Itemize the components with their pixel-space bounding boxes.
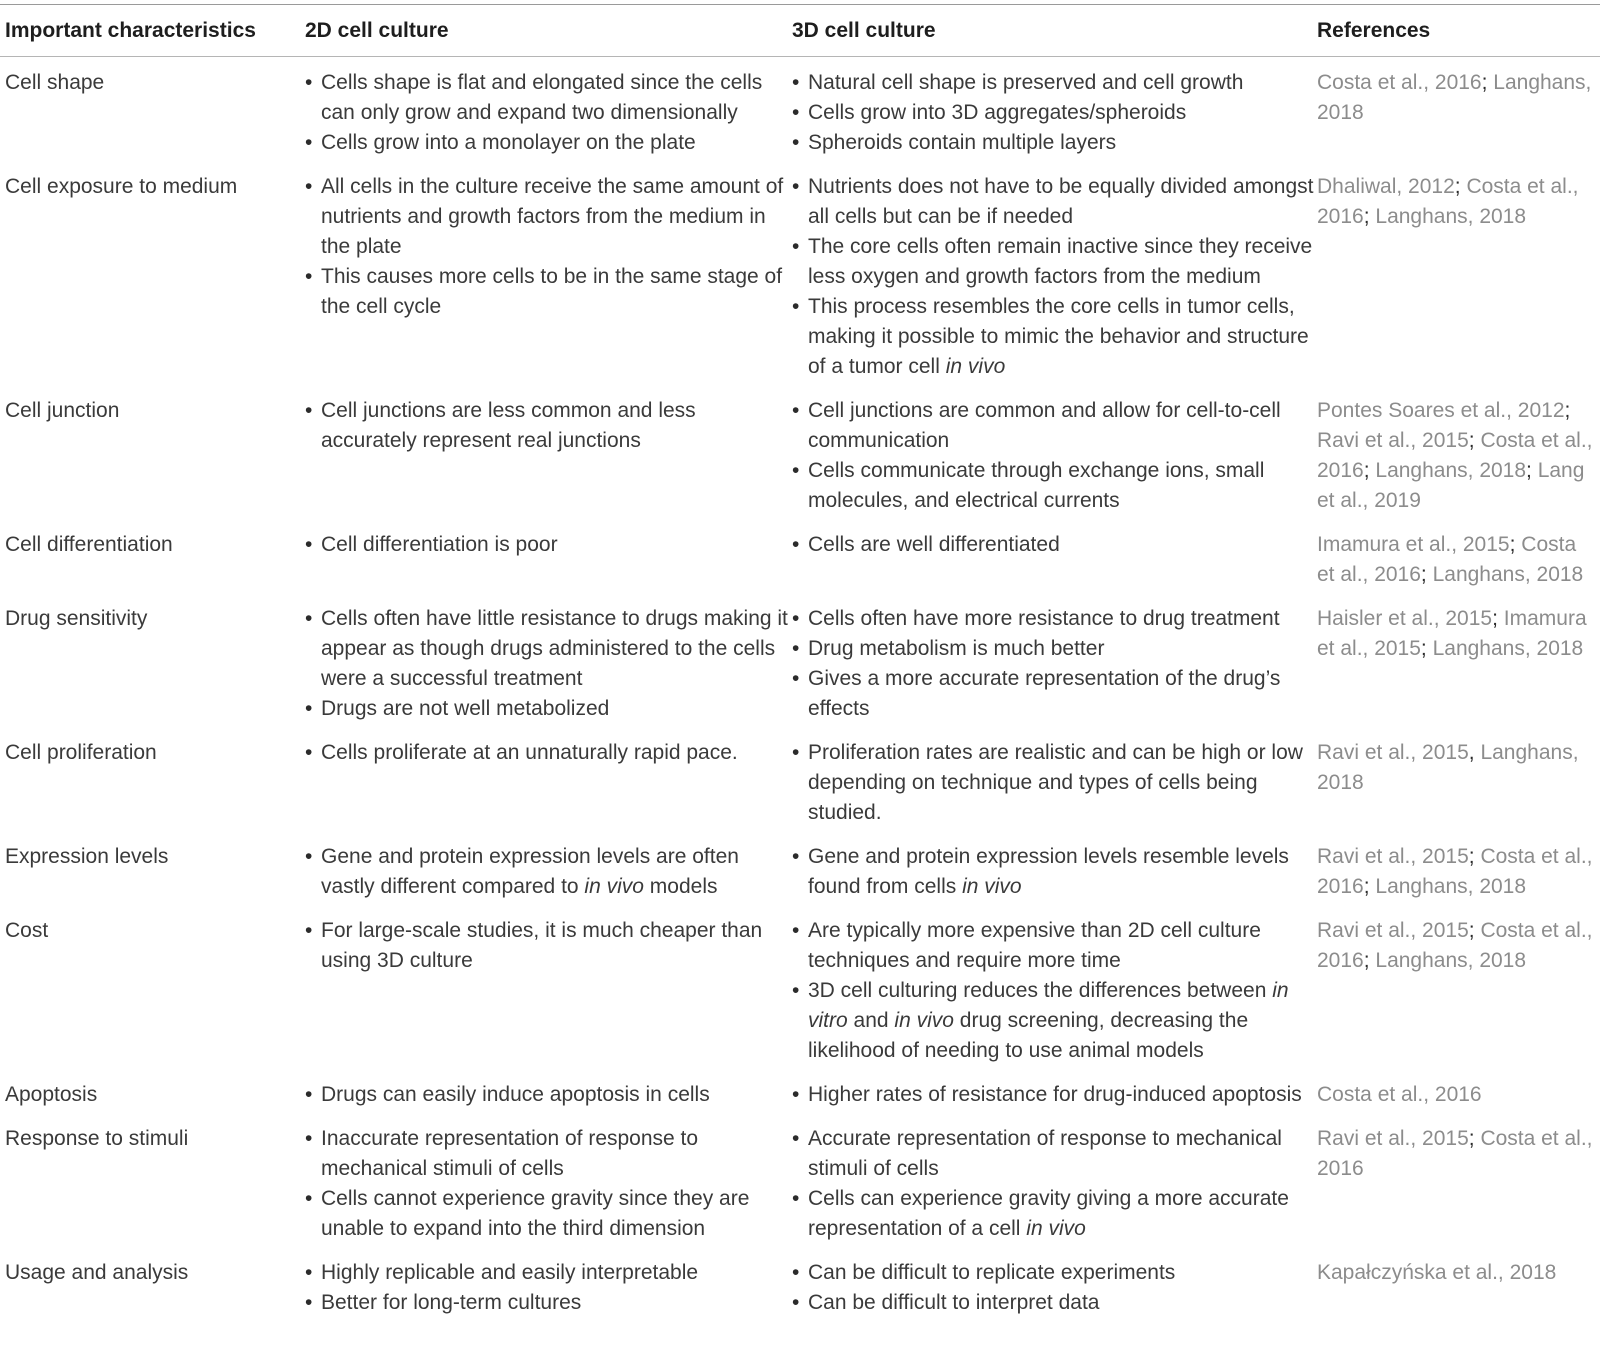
- reference-link: Kapałczyńska et al., 2018: [1317, 1261, 1557, 1284]
- references-cell: [1317, 385, 1600, 519]
- bullet-text: Cell differentiation is poor: [321, 533, 558, 556]
- item-3d-list: [792, 172, 1317, 382]
- italic-term: in vivo: [894, 1009, 954, 1032]
- item-3d-bullet: [792, 664, 1317, 724]
- bullet-text: Gene and protein expression levels are often vastly different compared to: [321, 845, 739, 898]
- reference-link: Costa et al., 2016: [1317, 71, 1482, 94]
- item-3d-bullet: [792, 1184, 1317, 1244]
- reference-link: Ravi et al., 2015: [1317, 1127, 1469, 1150]
- references-cell: [1317, 727, 1600, 831]
- table-row: [0, 519, 1600, 593]
- reference-separator: ;: [1468, 1127, 1481, 1150]
- reference-link: Langhans, 2018: [1432, 563, 1584, 586]
- bullet-text: Cells grow into 3D aggregates/spheroids: [808, 101, 1187, 124]
- item-3d-list: [792, 396, 1317, 516]
- bullet-text: This process resembles the core cells in tumor cells, making it possible to mimic the behavior and structure of a tumor cell: [808, 295, 1309, 378]
- reference-separator: ;: [1363, 949, 1376, 972]
- italic-term: in vivo: [1026, 1217, 1086, 1240]
- item-3d-bullet: [792, 738, 1317, 828]
- item-3d-bullet: [792, 1288, 1317, 1318]
- bullet-text: Drug metabolism is much better: [808, 637, 1105, 660]
- item-3d-list: [792, 842, 1317, 902]
- item-3d-bullet: [792, 1124, 1317, 1184]
- item-3d-bullet: [792, 98, 1317, 128]
- bullet-text: Cell junctions are common and allow for cell-to-cell communication: [808, 399, 1281, 452]
- table-row: [0, 161, 1600, 385]
- cell-3d: [792, 519, 1317, 593]
- item-3d-bullet: [792, 976, 1317, 1066]
- cell-3d: [792, 831, 1317, 905]
- reference-link: Costa et al., 2016: [1317, 845, 1593, 898]
- item-2d-list: [305, 1080, 792, 1110]
- item-2d-bullet: [305, 694, 792, 724]
- table-row: [0, 1069, 1600, 1113]
- reference-link: Ravi et al., 2015: [1317, 741, 1469, 764]
- item-2d-bullet: [305, 262, 792, 322]
- item-2d-bullet: [305, 172, 792, 262]
- bullet-text: drug screening, decreasing the likelihood of needing to use animal models: [808, 1009, 1249, 1062]
- bullet-text: Can be difficult to replicate experiments: [808, 1261, 1176, 1284]
- item-3d-list: [792, 604, 1317, 724]
- bullet-text: For large-scale studies, it is much cheaper than using 3D culture: [321, 919, 763, 972]
- comparison-table: [0, 6, 1600, 1321]
- reference-separator: ;: [1468, 845, 1481, 868]
- characteristic-cell: Cell junction: [5, 399, 120, 422]
- cell-2d: [305, 57, 792, 162]
- bullet-text: Cells grow into a monolayer on the plate: [321, 131, 696, 154]
- reference-separator: ,: [1468, 741, 1481, 764]
- characteristic-cell: Apoptosis: [5, 1083, 98, 1106]
- item-3d-bullet: [792, 128, 1317, 158]
- bullet-text: Proliferation rates are realistic and can be high or low depending on technique and types of cells being studied.: [808, 741, 1303, 824]
- characteristic-cell: Cost: [5, 919, 49, 942]
- reference-link: Costa et al., 2016: [1317, 919, 1593, 972]
- item-2d-bullet: [305, 396, 792, 456]
- reference-link: Ravi et al., 2015: [1317, 429, 1469, 452]
- bullet-text: Better for long-term cultures: [321, 1291, 582, 1314]
- table-row: [0, 57, 1600, 162]
- italic-term: in vivo: [584, 875, 644, 898]
- bullet-text: Are typically more expensive than 2D cell culture techniques and require more time: [808, 919, 1261, 972]
- characteristic-cell: Cell shape: [5, 71, 105, 94]
- reference-link: Langhans, 2018: [1375, 459, 1527, 482]
- table-body: [0, 57, 1600, 1322]
- reference-link: Dhaliwal, 2012: [1317, 175, 1455, 198]
- bullet-text: All cells in the culture receive the same amount of nutrients and growth factors from the medium in the plate: [321, 175, 784, 258]
- bullet-text: Cells proliferate at an unnaturally rapid pace.: [321, 741, 738, 764]
- reference-separator: ;: [1420, 563, 1433, 586]
- cell-3d: [792, 1113, 1317, 1247]
- bullet-text: Cells often have more resistance to drug treatment: [808, 607, 1280, 630]
- reference-link: Imamura et al., 2015: [1317, 607, 1587, 660]
- item-2d-bullet: [305, 530, 792, 560]
- bullet-text: Cells cannot experience gravity since they are unable to expand into the third dimension: [321, 1187, 750, 1240]
- cell-2d: [305, 593, 792, 727]
- item-2d-bullet: [305, 128, 792, 158]
- table-row: [0, 593, 1600, 727]
- header-2d: 2D cell culture: [305, 6, 792, 57]
- item-3d-bullet: [792, 456, 1317, 516]
- reference-link: Ravi et al., 2015: [1317, 919, 1469, 942]
- table-row: [0, 905, 1600, 1069]
- reference-link: Haisler et al., 2015: [1317, 607, 1493, 630]
- bullet-text: Highly replicable and easily interpretable: [321, 1261, 699, 1284]
- item-2d-bullet: [305, 738, 792, 768]
- item-2d-list: [305, 1124, 792, 1244]
- table-row: [0, 385, 1600, 519]
- item-3d-list: [792, 1258, 1317, 1318]
- item-2d-list: [305, 842, 792, 902]
- bullet-text: Drugs are not well metabolized: [321, 697, 610, 720]
- item-3d-bullet: [792, 292, 1317, 382]
- references-cell: [1317, 519, 1600, 593]
- bullet-text: Gives a more accurate representation of the drug’s effects: [808, 667, 1281, 720]
- item-2d-list: [305, 396, 792, 456]
- header-3d: 3D cell culture: [792, 6, 1317, 57]
- reference-link: Pontes Soares et al., 2012: [1317, 399, 1565, 422]
- bullet-text: Natural cell shape is preserved and cell growth: [808, 71, 1244, 94]
- table-row: [0, 727, 1600, 831]
- item-2d-bullet: [305, 916, 792, 976]
- cell-2d: [305, 1113, 792, 1247]
- references-cell: [1317, 1247, 1600, 1321]
- item-3d-bullet: [792, 232, 1317, 292]
- bullet-text: Cells communicate through exchange ions, small molecules, and electrical currents: [808, 459, 1265, 512]
- bullet-text: 3D cell culturing reduces the differences between: [808, 979, 1273, 1002]
- item-2d-bullet: [305, 604, 792, 694]
- reference-link: Langhans, 2018: [1375, 875, 1527, 898]
- cell-2d: [305, 161, 792, 385]
- item-3d-bullet: [792, 172, 1317, 232]
- characteristic-cell: Response to stimuli: [5, 1127, 189, 1150]
- item-2d-bullet: [305, 68, 792, 128]
- bullet-text: This causes more cells to be in the same stage of the cell cycle: [321, 265, 783, 318]
- reference-link: Langhans, 2018: [1317, 71, 1592, 124]
- item-2d-list: [305, 172, 792, 322]
- bullet-text: Inaccurate representation of response to mechanical stimuli of cells: [321, 1127, 699, 1180]
- references-cell: [1317, 905, 1600, 1069]
- item-3d-bullet: [792, 530, 1317, 560]
- bullet-text: Higher rates of resistance for drug-induced apoptosis: [808, 1083, 1302, 1106]
- bullet-text: Spheroids contain multiple layers: [808, 131, 1117, 154]
- table-row: [0, 831, 1600, 905]
- italic-term: in vivo: [962, 875, 1022, 898]
- reference-link: Costa et al., 2016: [1317, 1083, 1482, 1106]
- reference-link: Langhans, 2018: [1375, 949, 1527, 972]
- cell-3d: [792, 161, 1317, 385]
- references-cell: [1317, 831, 1600, 905]
- reference-link: Langhans, 2018: [1375, 205, 1527, 228]
- item-2d-bullet: [305, 1258, 792, 1288]
- header-characteristics: Important characteristics: [0, 6, 305, 57]
- item-3d-bullet: [792, 68, 1317, 98]
- italic-term: in vivo: [945, 355, 1006, 378]
- characteristic-cell: Expression levels: [5, 845, 169, 868]
- reference-link: Costa et al., 2016: [1317, 429, 1593, 482]
- reference-separator: ;: [1526, 459, 1538, 482]
- reference-separator: ;: [1468, 429, 1481, 452]
- references-cell: [1317, 1069, 1600, 1113]
- item-2d-list: [305, 1258, 792, 1318]
- item-3d-list: [792, 916, 1317, 1066]
- reference-separator: ;: [1564, 399, 1571, 422]
- characteristic-cell: Cell differentiation: [5, 533, 173, 556]
- references-cell: [1317, 161, 1600, 385]
- bullet-text: Nutrients does not have to be equally divided amongst all cells but can be if needed: [808, 175, 1314, 228]
- bullet-text: Can be difficult to interpret data: [808, 1291, 1100, 1314]
- bullet-text: Cells can experience gravity giving a more accurate representation of a cell: [808, 1187, 1289, 1240]
- bullet-text: Gene and protein expression levels resemble levels found from cells: [808, 845, 1289, 898]
- bullet-text: Cell junctions are less common and less accurately represent real junctions: [321, 399, 696, 452]
- bullet-text: Cells often have little resistance to drugs making it appear as though drugs administered to the cells were a successful treatment: [321, 607, 788, 690]
- reference-separator: ;: [1481, 71, 1494, 94]
- item-3d-list: [792, 530, 1317, 560]
- reference-link: Langhans, 2018: [1432, 637, 1584, 660]
- item-3d-bullet: [792, 916, 1317, 976]
- bullet-text: Drugs can easily induce apoptosis in cells: [321, 1083, 710, 1106]
- item-3d-list: [792, 68, 1317, 158]
- item-2d-list: [305, 916, 792, 976]
- item-3d-list: [792, 738, 1317, 828]
- table-row: [0, 1247, 1600, 1321]
- item-2d-bullet: [305, 842, 792, 902]
- reference-separator: ;: [1468, 919, 1481, 942]
- bullet-text: Accurate representation of response to mechanical stimuli of cells: [808, 1127, 1282, 1180]
- cell-3d: [792, 57, 1317, 162]
- bullet-text: The core cells often remain inactive since they receive less oxygen and growth factors from the medium: [808, 235, 1313, 288]
- cell-3d: [792, 593, 1317, 727]
- reference-separator: ;: [1454, 175, 1467, 198]
- header-row: [0, 6, 1600, 57]
- bullet-text: and: [847, 1009, 895, 1032]
- cell-3d: [792, 385, 1317, 519]
- reference-link: Langhans, 2018: [1317, 741, 1579, 794]
- cell-3d: [792, 1069, 1317, 1113]
- reference-separator: ;: [1363, 875, 1376, 898]
- reference-link: Lang et al., 2019: [1317, 459, 1585, 512]
- cell-3d: [792, 1247, 1317, 1321]
- item-2d-list: [305, 530, 792, 560]
- cell-2d: [305, 385, 792, 519]
- item-2d-bullet: [305, 1184, 792, 1244]
- item-3d-list: [792, 1124, 1317, 1244]
- bullet-text: models: [643, 875, 718, 898]
- item-3d-bullet: [792, 842, 1317, 902]
- cell-2d: [305, 519, 792, 593]
- cell-2d: [305, 831, 792, 905]
- characteristic-cell: Drug sensitivity: [5, 607, 148, 630]
- reference-separator: ;: [1420, 637, 1433, 660]
- item-3d-bullet: [792, 1258, 1317, 1288]
- top-rule: [0, 4, 1600, 5]
- header-references: References: [1317, 6, 1600, 57]
- reference-link: Ravi et al., 2015: [1317, 845, 1469, 868]
- cell-3d: [792, 905, 1317, 1069]
- references-cell: [1317, 593, 1600, 727]
- item-2d-bullet: [305, 1288, 792, 1318]
- references-cell: [1317, 1113, 1600, 1247]
- cell-2d: [305, 1247, 792, 1321]
- italic-term: in vitro: [808, 979, 1289, 1032]
- cell-2d: [305, 1069, 792, 1113]
- item-2d-bullet: [305, 1124, 792, 1184]
- reference-link: Costa et al., 2016: [1317, 175, 1579, 228]
- references-cell: [1317, 57, 1600, 162]
- cell-3d: [792, 727, 1317, 831]
- item-2d-list: [305, 604, 792, 724]
- item-2d-bullet: [305, 1080, 792, 1110]
- reference-separator: ;: [1363, 459, 1376, 482]
- item-3d-bullet: [792, 1080, 1317, 1110]
- bullet-text: Cells are well differentiated: [808, 533, 1060, 556]
- cell-2d: [305, 727, 792, 831]
- item-2d-list: [305, 738, 792, 768]
- item-3d-list: [792, 1080, 1317, 1110]
- characteristic-cell: Cell proliferation: [5, 741, 157, 764]
- reference-link: Imamura et al., 2015: [1317, 533, 1510, 556]
- characteristic-cell: Cell exposure to medium: [5, 175, 238, 198]
- item-3d-bullet: [792, 396, 1317, 456]
- table-row: [0, 1113, 1600, 1247]
- item-2d-list: [305, 68, 792, 158]
- bullet-text: Cells shape is flat and elongated since the cells can only grow and expand two dimensionally: [321, 71, 763, 124]
- reference-link: Costa et al., 2016: [1317, 1127, 1593, 1180]
- cell-2d: [305, 905, 792, 1069]
- item-3d-bullet: [792, 604, 1317, 634]
- characteristic-cell: Usage and analysis: [5, 1261, 189, 1284]
- item-3d-bullet: [792, 634, 1317, 664]
- reference-link: Costa et al., 2016: [1317, 533, 1577, 586]
- reference-separator: ;: [1492, 607, 1504, 630]
- reference-separator: ;: [1363, 205, 1376, 228]
- reference-separator: ;: [1509, 533, 1522, 556]
